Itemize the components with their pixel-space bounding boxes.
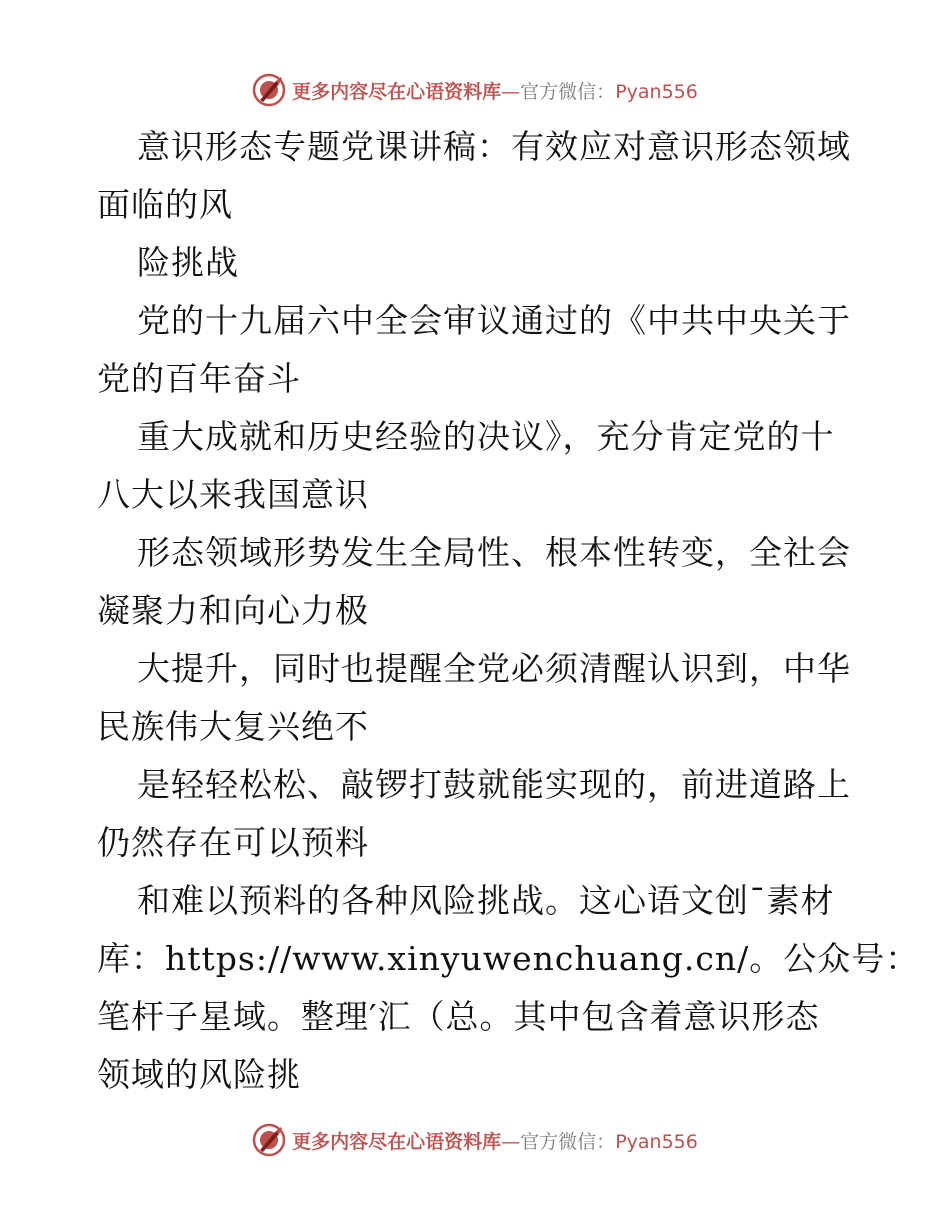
body-line: 民族伟大复兴绝不 <box>97 707 369 746</box>
body-line: 形态领域形势发生全局性、根本性转变，全社会 <box>137 533 851 572</box>
banner-dash: — <box>501 1130 521 1153</box>
body-line: 仍然存在可以预料 <box>97 823 369 862</box>
body-line: 凝聚力和向心力极 <box>97 591 369 630</box>
banner-main-text: 更多内容尽在心语资料库 <box>292 1130 502 1153</box>
body-line: 领域的风险挑 <box>97 1055 301 1094</box>
body-line: 库：https://www.xinyuwenchuang.cn/。公众号： <box>97 939 920 978</box>
body-line: 险挑战 <box>137 243 239 282</box>
body-line: 面临的风 <box>97 185 233 224</box>
body-line: 笔杆子星域。整理′汇（总。其中包含着意识形态 <box>97 997 820 1036</box>
banner-dash: — <box>501 80 521 103</box>
body-line: 是轻轻松松、敲锣打鼓就能实现的，前进道路上 <box>137 765 851 804</box>
footer-banner <box>0 1120 950 1160</box>
banner-wechat-label: 官方微信： <box>520 1130 616 1153</box>
banner-text <box>292 1127 698 1154</box>
banner-text <box>292 77 698 104</box>
body-line: 八大以来我国意识 <box>97 475 369 514</box>
body-line: 和难以预料的各种风险挑战。这心语文创¯素材 <box>137 881 835 920</box>
quill-seal-icon <box>252 1123 286 1157</box>
quill-seal-icon <box>252 73 286 107</box>
body-line: 意识形态专题党课讲稿：有效应对意识形态领域 <box>137 127 851 166</box>
body-line: 大提升，同时也提醒全党必须清醒认识到，中华 <box>137 649 851 688</box>
body-line: 党的十九届六中全会审议通过的《中共中央关于 <box>137 301 851 340</box>
body-line: 重大成就和历史经验的决议》，充分肯定党的十 <box>137 417 835 456</box>
header-banner <box>0 70 950 110</box>
document-body <box>97 118 920 1104</box>
body-line: 党的百年奋斗 <box>97 359 301 398</box>
banner-wechat-id: Pyan556 <box>615 80 698 103</box>
banner-main-text: 更多内容尽在心语资料库 <box>292 80 502 103</box>
banner-wechat-label: 官方微信： <box>520 80 616 103</box>
banner-wechat-id: Pyan556 <box>615 1130 698 1153</box>
